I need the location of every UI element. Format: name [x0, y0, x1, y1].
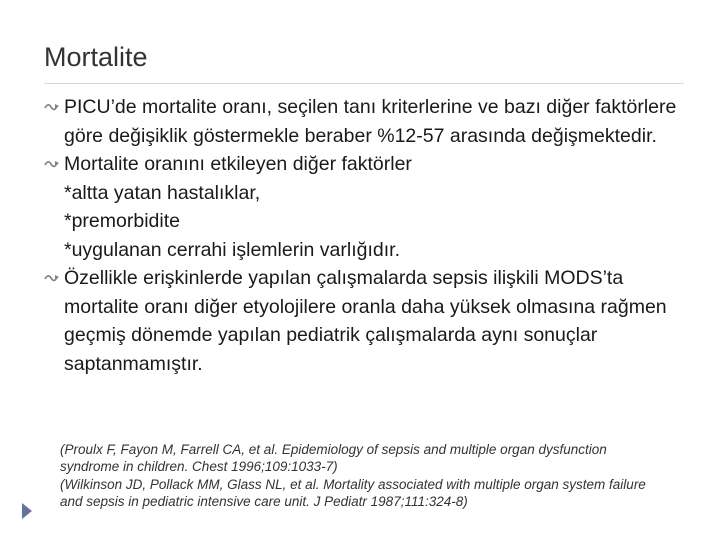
sub-item: *premorbidite [64, 210, 180, 232]
bullet-text: PICU’de mortalite oranı, seçilen tanı kriterlerine ve bazı diğer faktörlere göre değişiklik göstermekle beraber %12-57 arasında değişmektedir. [64, 96, 677, 147]
reference-item: (Proulx F, Fayon M, Farrell CA, et al. Epidemiology of sepsis and multiple organ dysfunction syndrome in children. Chest 1996;109:1033-7) [60, 442, 607, 474]
slide-title: Mortalite [44, 42, 148, 72]
title-divider [44, 83, 684, 84]
bullet-item [44, 264, 684, 378]
wavy-arrow-bullet-icon [44, 272, 60, 285]
sub-item: *uygulanan cerrahi işlemlerin varlığıdır. [64, 238, 400, 261]
sub-item: *altta yatan hastalıklar, [64, 181, 261, 204]
triangle-arrow-icon[interactable] [21, 502, 33, 520]
wavy-arrow-bullet-icon [44, 101, 60, 114]
references [60, 442, 660, 510]
bullet-item [44, 93, 684, 150]
wavy-arrow-bullet-icon [44, 158, 60, 171]
bullet-text: Mortalite oranını etkileyen diğer faktörler [64, 153, 412, 175]
bullet-text: Özellikle erişkinlerde yapılan çalışmalarda sepsis ilişkili MODS’ta mortalite oranı diğer etyolojilere oranla daha yüksek olmasına rağmen geçmiş dönemde yapılan pediatrik çalışmalarda aynı sonuçlar saptanmamıştır. [64, 267, 667, 375]
reference-item: (Wilkinson JD, Pollack MM, Glass NL, et al. Mortality associated with multiple organ system failure and sepsis in pediatric intensive care unit. J Pediatr 1987;111:324-8) [60, 477, 646, 509]
bullet-item [44, 150, 684, 179]
slide-body [44, 93, 684, 378]
